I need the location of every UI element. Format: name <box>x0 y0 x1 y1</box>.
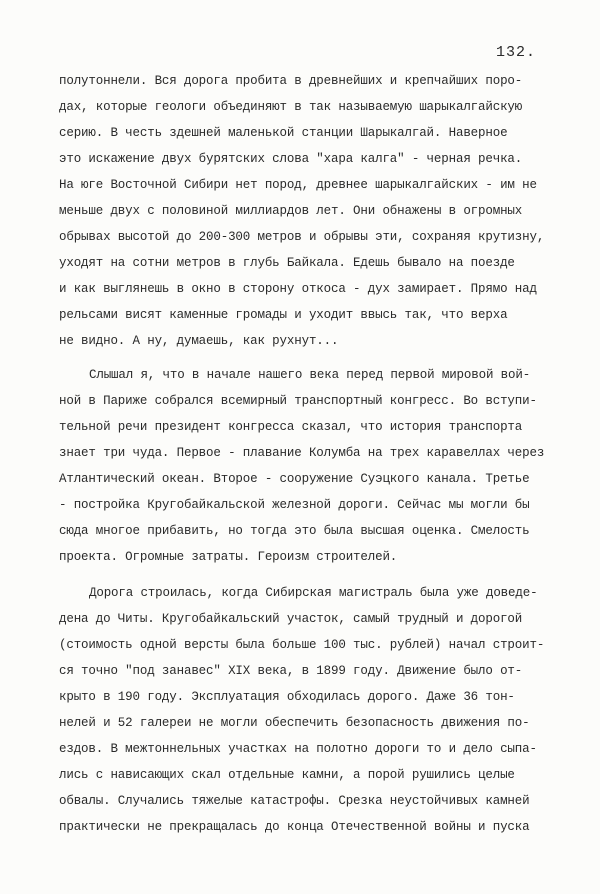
text-line: - постройка Кругобайкальской железной дороги. Сейчас мы могли бы <box>59 498 530 512</box>
text-line: (стоимость одной версты была больше 100 тыс. рублей) начал строит- <box>59 638 545 652</box>
text-line: меньше двух с половиной миллиардов лет. Они обнажены в огромных <box>59 204 523 218</box>
text-line: знает три чуда. Первое - плавание Колумба на трех каравеллах через <box>59 446 545 460</box>
text-line: проекта. Огромные затраты. Героизм строителей. <box>59 550 398 564</box>
text-line: ся точно "под занавес" XIX века, в 1899 году. Движение было от- <box>59 664 523 678</box>
text-line: полутоннели. Вся дорога пробита в древнейших и крепчайших поро- <box>59 74 523 88</box>
text-line: уходят на сотни метров в глубь Байкала. Едешь бывало на поезде <box>59 256 515 270</box>
text-line: ной в Париже собрался всемирный транспортный конгресс. Во вступи- <box>59 394 537 408</box>
text-line: тельной речи президент конгресса сказал, что история транспорта <box>59 420 523 434</box>
text-line: обрывах высотой до 200-300 метров и обрывы эти, сохраняя крутизну, <box>59 230 545 244</box>
page-number: 132. <box>496 44 537 61</box>
text-line: практически не прекращалась до конца Отечественной войны и пуска <box>59 820 530 834</box>
text-line: рельсами висят каменные громады и уходит ввысь так, что верха <box>59 308 508 322</box>
text-line: обвалы. Случались тяжелые катастрофы. Срезка неустойчивых камней <box>59 794 530 808</box>
text-line: Атлантический океан. Второе - сооружение Суэцкого канала. Третье <box>59 472 530 486</box>
text-line: и как выглянешь в окно в сторону откоса - дух замирает. Прямо над <box>59 282 537 296</box>
text-line: дах, которые геологи объединяют в так называемую шарыкалгайскую <box>59 100 523 114</box>
text-line: сюда многое прибавить, но тогда это была высшая оценка. Смелость <box>59 524 530 538</box>
text-line: Слышал я, что в начале нашего века перед первой мировой вой- <box>89 368 531 382</box>
text-line: серию. В честь здешней маленькой станции Шарыкалгай. Наверное <box>59 126 508 140</box>
text-line: ездов. В межтоннельных участках на полотно дороги то и дело сыпа- <box>59 742 537 756</box>
text-line: крыто в 190 году. Эксплуатация обходилась дорого. Даже 36 тон- <box>59 690 515 704</box>
text-line: дена до Читы. Кругобайкальский участок, самый трудный и дорогой <box>59 612 523 626</box>
text-line: Дорога строилась, когда Сибирская магистраль была уже доведе- <box>89 586 538 600</box>
text-line: На юге Восточной Сибири нет пород, древнее шарыкалгайских - им не <box>59 178 537 192</box>
text-line: лись с нависающих скал отдельные камни, а порой рушились целые <box>59 768 515 782</box>
text-line: нелей и 52 галереи не могли обеспечить безопасность движения по- <box>59 716 530 730</box>
text-line: это искажение двух бурятских слова "хара калга" - черная речка. <box>59 152 523 166</box>
text-line: не видно. А ну, думаешь, как рухнут... <box>59 334 339 348</box>
